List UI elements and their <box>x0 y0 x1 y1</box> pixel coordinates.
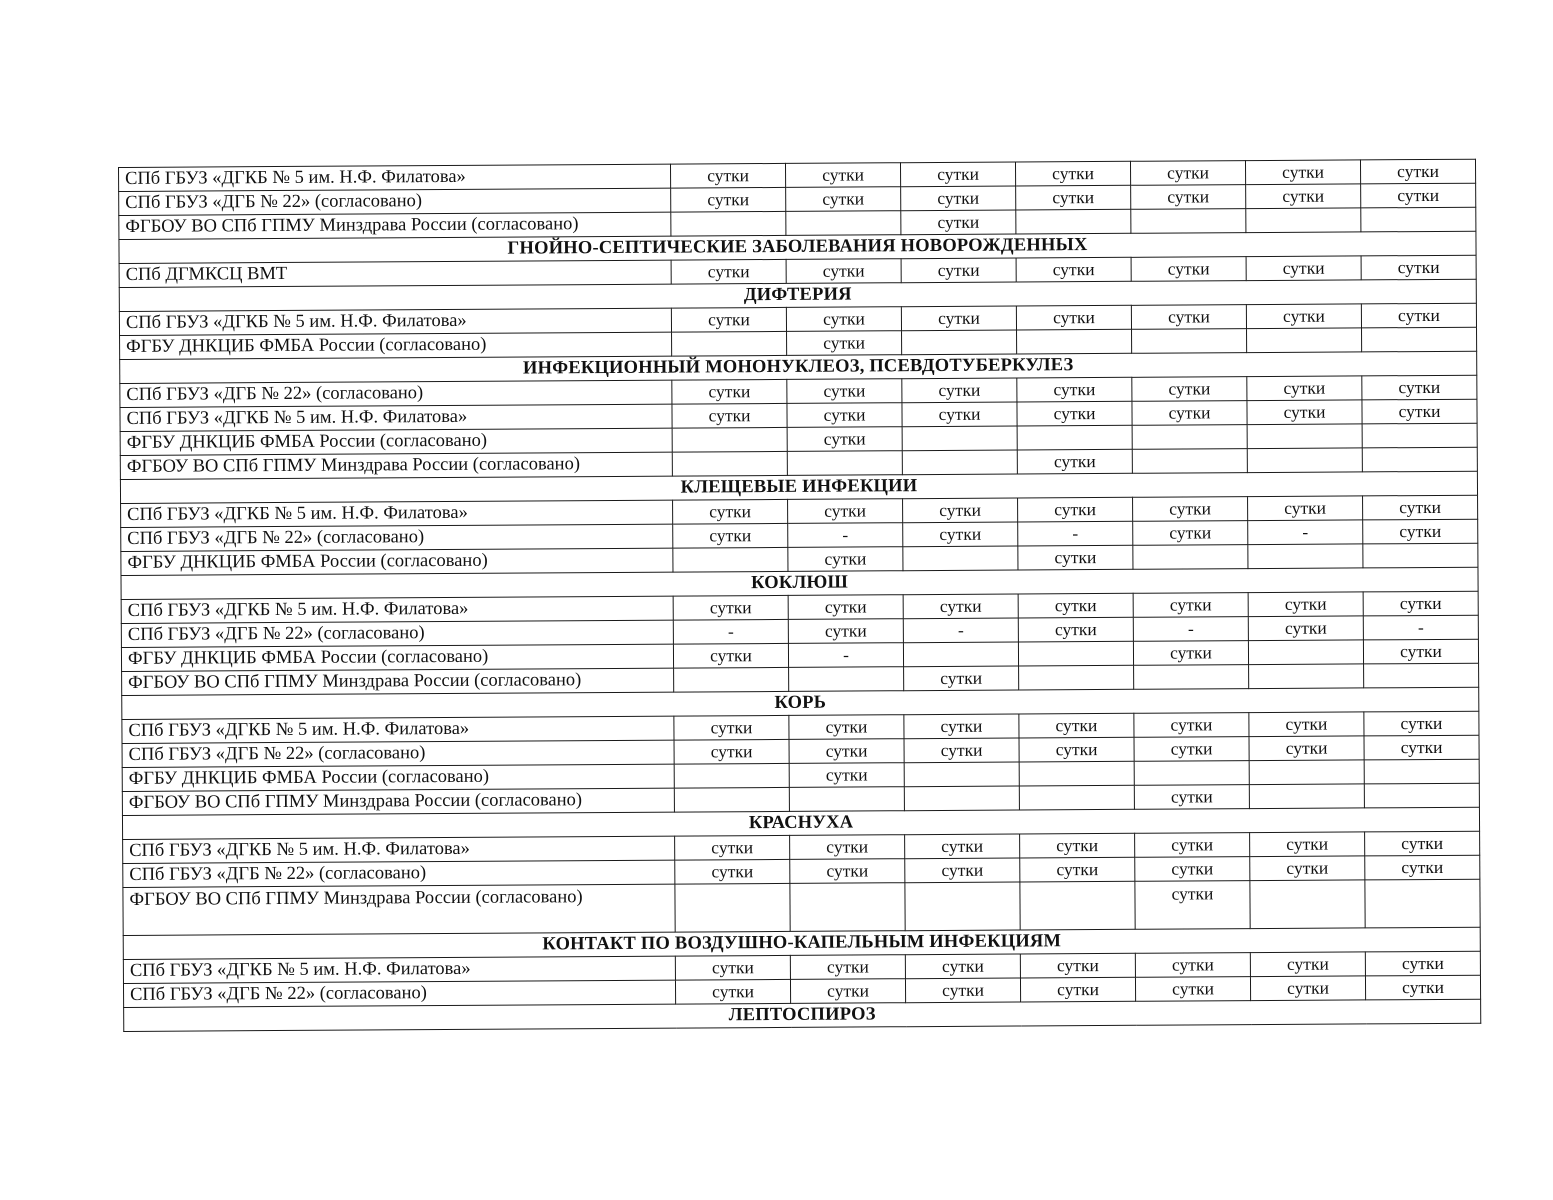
day-cell-5: сутки <box>1133 641 1248 666</box>
day-cell-6 <box>1250 880 1365 929</box>
day-cell-6: сутки <box>1248 592 1363 617</box>
day-cell-5: сутки <box>1134 737 1249 762</box>
section-title: ДИФТЕРИЯ <box>119 279 1476 311</box>
day-cell-7: сутки <box>1364 711 1479 736</box>
organization-name: ФГБОУ ВО СПб ГПМУ Минздрава России (согласовано) <box>123 884 675 935</box>
day-cell-2: сутки <box>788 619 903 644</box>
day-cell-2 <box>789 667 904 692</box>
day-cell-1 <box>672 451 787 476</box>
day-cell-1: сутки <box>670 163 785 188</box>
day-cell-2: сутки <box>787 427 902 452</box>
day-cell-2 <box>789 787 904 812</box>
day-cell-5 <box>1132 329 1247 354</box>
organization-name: СПб ГБУЗ «ДГБ № 22» (согласовано) <box>123 860 675 887</box>
day-cell-7 <box>1362 447 1477 472</box>
day-cell-5 <box>1134 665 1249 690</box>
day-cell-4: сутки <box>1018 617 1133 642</box>
day-cell-5: сутки <box>1131 185 1246 210</box>
day-cell-6 <box>1247 424 1362 449</box>
day-cell-2: сутки <box>787 403 902 428</box>
day-cell-7: сутки <box>1363 639 1478 664</box>
organization-name: ФГБУ ДНКЦИБ ФМБА России (согласовано) <box>120 428 672 455</box>
day-cell-3 <box>902 450 1017 475</box>
day-cell-4 <box>1016 209 1131 234</box>
day-cell-2 <box>786 211 901 236</box>
day-cell-6 <box>1248 544 1363 569</box>
day-cell-1 <box>675 883 790 932</box>
day-cell-3: сутки <box>905 858 1020 883</box>
day-cell-6: сутки <box>1246 184 1361 209</box>
day-cell-6: сутки <box>1250 976 1365 1001</box>
day-cell-3 <box>905 882 1020 931</box>
organization-name: ФГБОУ ВО СПб ГПМУ Минздрава России (согласовано) <box>120 452 672 479</box>
day-cell-4 <box>1019 665 1134 690</box>
day-cell-4: сутки <box>1016 185 1131 210</box>
organization-name: СПб ГБУЗ «ДГБ № 22» (согласовано) <box>123 980 675 1007</box>
day-cell-6: сутки <box>1250 832 1365 857</box>
organization-name: ФГБОУ ВО СПб ГПМУ Минздрава России (согласовано) <box>122 788 674 815</box>
day-cell-4: - <box>1018 521 1133 546</box>
day-cell-7: сутки <box>1363 495 1478 520</box>
day-cell-3: сутки <box>903 498 1018 523</box>
day-cell-2: сутки <box>787 379 902 404</box>
day-cell-2: сутки <box>789 715 904 740</box>
day-cell-6: сутки <box>1246 304 1361 329</box>
organization-name: СПб ГБУЗ «ДГБ № 22» (согласовано) <box>121 620 673 647</box>
day-cell-7 <box>1364 759 1479 784</box>
day-cell-5: сутки <box>1131 305 1246 330</box>
day-cell-1: - <box>673 619 788 644</box>
day-cell-6 <box>1246 208 1361 233</box>
day-cell-2 <box>790 883 905 932</box>
day-cell-1: сутки <box>673 595 788 620</box>
schedule-table <box>118 159 1481 1032</box>
day-cell-2: сутки <box>790 835 905 860</box>
day-cell-6 <box>1247 328 1362 353</box>
day-cell-4: сутки <box>1017 377 1132 402</box>
day-cell-1: сутки <box>671 187 786 212</box>
day-cell-3: сутки <box>900 162 1015 187</box>
day-cell-1: сутки <box>675 859 790 884</box>
day-cell-5 <box>1132 449 1247 474</box>
day-cell-7 <box>1363 543 1478 568</box>
day-cell-4: сутки <box>1020 977 1135 1002</box>
day-cell-6: сутки <box>1249 712 1364 737</box>
day-cell-5: сутки <box>1134 713 1249 738</box>
day-cell-4: сутки <box>1015 161 1130 186</box>
day-cell-3: сутки <box>902 402 1017 427</box>
day-cell-2: - <box>788 643 903 668</box>
day-cell-5: сутки <box>1135 977 1250 1002</box>
day-cell-4: сутки <box>1016 305 1131 330</box>
day-cell-1: сутки <box>671 259 786 284</box>
section-title: КОНТАКТ ПО ВОЗДУШНО-КАПЕЛЬНЫМ ИНФЕКЦИЯМ <box>123 927 1480 959</box>
day-cell-5: сутки <box>1134 785 1249 810</box>
day-cell-1 <box>672 427 787 452</box>
organization-name: СПб ДГМКСЦ ВМТ <box>119 260 671 287</box>
section-title: КОКЛЮШ <box>121 567 1478 599</box>
day-cell-1 <box>674 667 789 692</box>
day-cell-1: сутки <box>675 979 790 1004</box>
day-cell-5: сутки <box>1135 857 1250 882</box>
day-cell-7: сутки <box>1365 831 1480 856</box>
day-cell-4: сутки <box>1018 593 1133 618</box>
day-cell-3: сутки <box>905 978 1020 1003</box>
day-cell-5: сутки <box>1133 521 1248 546</box>
day-cell-5: сутки <box>1133 593 1248 618</box>
day-cell-6: сутки <box>1250 952 1365 977</box>
day-cell-1: сутки <box>671 307 786 332</box>
day-cell-1: сутки <box>675 835 790 860</box>
day-cell-1: сутки <box>672 379 787 404</box>
day-cell-5: сутки <box>1133 497 1248 522</box>
day-cell-3: сутки <box>904 714 1019 739</box>
day-cell-4: сутки <box>1020 833 1135 858</box>
day-cell-3: сутки <box>901 306 1016 331</box>
day-cell-3 <box>904 762 1019 787</box>
day-cell-6 <box>1248 640 1363 665</box>
day-cell-5 <box>1132 425 1247 450</box>
section-title: ИНФЕКЦИОННЫЙ МОНОНУКЛЕОЗ, ПСЕВДОТУБЕРКУЛЕЗ <box>120 351 1477 383</box>
day-cell-3: сутки <box>901 186 1016 211</box>
organization-name: СПб ГБУЗ «ДГБ № 22» (согласовано) <box>121 524 673 551</box>
day-cell-5 <box>1131 209 1246 234</box>
day-cell-6: сутки <box>1245 160 1360 185</box>
day-cell-7 <box>1362 423 1477 448</box>
organization-name: ФГБОУ ВО СПб ГПМУ Минздрава России (согласовано) <box>122 668 674 695</box>
day-cell-6: сутки <box>1248 616 1363 641</box>
day-cell-6 <box>1249 760 1364 785</box>
day-cell-2: сутки <box>789 739 904 764</box>
organization-name: ФГБУ ДНКЦИБ ФМБА России (согласовано) <box>122 764 674 791</box>
day-cell-4: сутки <box>1020 857 1135 882</box>
day-cell-1: сутки <box>674 739 789 764</box>
day-cell-1 <box>674 787 789 812</box>
day-cell-7 <box>1364 783 1479 808</box>
day-cell-1 <box>673 547 788 572</box>
day-cell-2: сутки <box>786 259 901 284</box>
day-cell-4: сутки <box>1019 737 1134 762</box>
day-cell-7: сутки <box>1363 519 1478 544</box>
day-cell-3: сутки <box>904 738 1019 763</box>
day-cell-2: сутки <box>787 331 902 356</box>
day-cell-2: сутки <box>788 595 903 620</box>
organization-name: СПб ГБУЗ «ДГКБ № 5 им. Н.Ф. Филатова» <box>121 596 673 623</box>
day-cell-6 <box>1249 664 1364 689</box>
day-cell-3: сутки <box>905 834 1020 859</box>
day-cell-7: сутки <box>1363 591 1478 616</box>
day-cell-5: сутки <box>1132 401 1247 426</box>
day-cell-7: сутки <box>1360 159 1475 184</box>
organization-name: СПб ГБУЗ «ДГБ № 22» (согласовано) <box>120 380 672 407</box>
day-cell-3: сутки <box>903 594 1018 619</box>
day-cell-6: сутки <box>1248 496 1363 521</box>
day-cell-2 <box>787 451 902 476</box>
day-cell-2: - <box>788 523 903 548</box>
day-cell-3 <box>903 642 1018 667</box>
day-cell-3: сутки <box>905 954 1020 979</box>
day-cell-7 <box>1361 207 1476 232</box>
day-cell-3: сутки <box>903 522 1018 547</box>
day-cell-4 <box>1017 329 1132 354</box>
day-cell-5: сутки <box>1130 161 1245 186</box>
day-cell-6 <box>1249 784 1364 809</box>
day-cell-4 <box>1019 761 1134 786</box>
day-cell-3: - <box>903 618 1018 643</box>
day-cell-3: сутки <box>904 666 1019 691</box>
day-cell-6: сутки <box>1246 256 1361 281</box>
day-cell-2: сутки <box>786 307 901 332</box>
day-cell-4: сутки <box>1019 713 1134 738</box>
schedule-table-body <box>119 159 1481 1031</box>
day-cell-7: сутки <box>1361 183 1476 208</box>
day-cell-7: сутки <box>1362 375 1477 400</box>
day-cell-4 <box>1019 785 1134 810</box>
day-cell-4: сутки <box>1016 257 1131 282</box>
day-cell-6: - <box>1248 520 1363 545</box>
organization-name: СПб ГБУЗ «ДГБ № 22» (согласовано) <box>122 740 674 767</box>
day-cell-4: сутки <box>1018 497 1133 522</box>
table-row <box>123 879 1480 935</box>
day-cell-6: сутки <box>1247 376 1362 401</box>
section-title: КЛЕЩЕВЫЕ ИНФЕКЦИИ <box>120 471 1477 503</box>
day-cell-4: сутки <box>1018 545 1133 570</box>
day-cell-1: сутки <box>672 403 787 428</box>
day-cell-4: сутки <box>1017 401 1132 426</box>
day-cell-6 <box>1247 448 1362 473</box>
organization-name: СПб ГБУЗ «ДГКБ № 5 им. Н.Ф. Филатова» <box>121 500 673 527</box>
organization-name: СПб ГБУЗ «ДГКБ № 5 им. Н.Ф. Филатова» <box>122 716 674 743</box>
day-cell-4 <box>1017 425 1132 450</box>
organization-name: ФГБУ ДНКЦИБ ФМБА России (согласовано) <box>121 644 673 671</box>
day-cell-4 <box>1020 881 1135 930</box>
day-cell-1: сутки <box>673 499 788 524</box>
section-title: ЛЕПТОСПИРОЗ <box>124 999 1481 1031</box>
day-cell-7: - <box>1363 615 1478 640</box>
organization-name: СПб ГБУЗ «ДГКБ № 5 им. Н.Ф. Филатова» <box>119 164 671 191</box>
day-cell-1 <box>674 763 789 788</box>
organization-name: СПб ГБУЗ «ДГКБ № 5 им. Н.Ф. Филатова» <box>123 836 675 863</box>
day-cell-7: сутки <box>1365 975 1480 1000</box>
day-cell-2: сутки <box>790 955 905 980</box>
section-title: ГНОЙНО-СЕПТИЧЕСКИЕ ЗАБОЛЕВАНИЯ НОВОРОЖДЕННЫХ <box>119 231 1476 263</box>
day-cell-4 <box>1018 641 1133 666</box>
day-cell-2: сутки <box>788 499 903 524</box>
day-cell-3 <box>902 330 1017 355</box>
day-cell-3 <box>903 546 1018 571</box>
day-cell-4: сутки <box>1017 449 1132 474</box>
day-cell-1: сутки <box>673 643 788 668</box>
day-cell-2: сутки <box>790 859 905 884</box>
day-cell-3: сутки <box>902 378 1017 403</box>
day-cell-7: сутки <box>1361 303 1476 328</box>
day-cell-2: сутки <box>790 979 905 1004</box>
day-cell-2: сутки <box>788 547 903 572</box>
day-cell-1: сутки <box>674 715 789 740</box>
organization-name: ФГБУ ДНКЦИБ ФМБА России (согласовано) <box>120 332 672 359</box>
day-cell-7 <box>1365 879 1480 928</box>
day-cell-2: сутки <box>786 187 901 212</box>
day-cell-4: сутки <box>1020 953 1135 978</box>
day-cell-2: сутки <box>789 763 904 788</box>
day-cell-5: - <box>1133 617 1248 642</box>
day-cell-5 <box>1134 761 1249 786</box>
day-cell-7 <box>1362 327 1477 352</box>
day-cell-5: сутки <box>1135 953 1250 978</box>
day-cell-7: сутки <box>1361 255 1476 280</box>
day-cell-6: сутки <box>1250 856 1365 881</box>
day-cell-2: сутки <box>785 163 900 188</box>
day-cell-6: сутки <box>1247 400 1362 425</box>
day-cell-7: сутки <box>1365 855 1480 880</box>
day-cell-6: сутки <box>1249 736 1364 761</box>
day-cell-1: сутки <box>673 523 788 548</box>
day-cell-3 <box>902 426 1017 451</box>
day-cell-7 <box>1364 663 1479 688</box>
organization-name: ФГБУ ДНКЦИБ ФМБА России (согласовано) <box>121 548 673 575</box>
organization-name: СПб ГБУЗ «ДГБ № 22» (согласовано) <box>119 188 671 215</box>
section-title: КРАСНУХА <box>122 807 1479 839</box>
day-cell-7: сутки <box>1365 951 1480 976</box>
day-cell-1 <box>671 211 786 236</box>
day-cell-5: сутки <box>1135 833 1250 858</box>
day-cell-5: сутки <box>1132 377 1247 402</box>
day-cell-5 <box>1133 545 1248 570</box>
day-cell-5: сутки <box>1131 257 1246 282</box>
day-cell-3 <box>904 786 1019 811</box>
day-cell-7: сутки <box>1362 399 1477 424</box>
day-cell-5: сутки <box>1135 881 1250 930</box>
day-cell-1: сутки <box>675 955 790 980</box>
day-cell-1 <box>672 331 787 356</box>
section-title: КОРЬ <box>122 687 1479 719</box>
day-cell-7: сутки <box>1364 735 1479 760</box>
day-cell-3: сутки <box>901 210 1016 235</box>
day-cell-3: сутки <box>901 258 1016 283</box>
organization-name: СПб ГБУЗ «ДГКБ № 5 им. Н.Ф. Филатова» <box>119 308 671 335</box>
organization-name: ФГБОУ ВО СПб ГПМУ Минздрава России (согласовано) <box>119 212 671 239</box>
organization-name: СПб ГБУЗ «ДГКБ № 5 им. Н.Ф. Филатова» <box>123 956 675 983</box>
organization-name: СПб ГБУЗ «ДГКБ № 5 им. Н.Ф. Филатова» <box>120 404 672 431</box>
